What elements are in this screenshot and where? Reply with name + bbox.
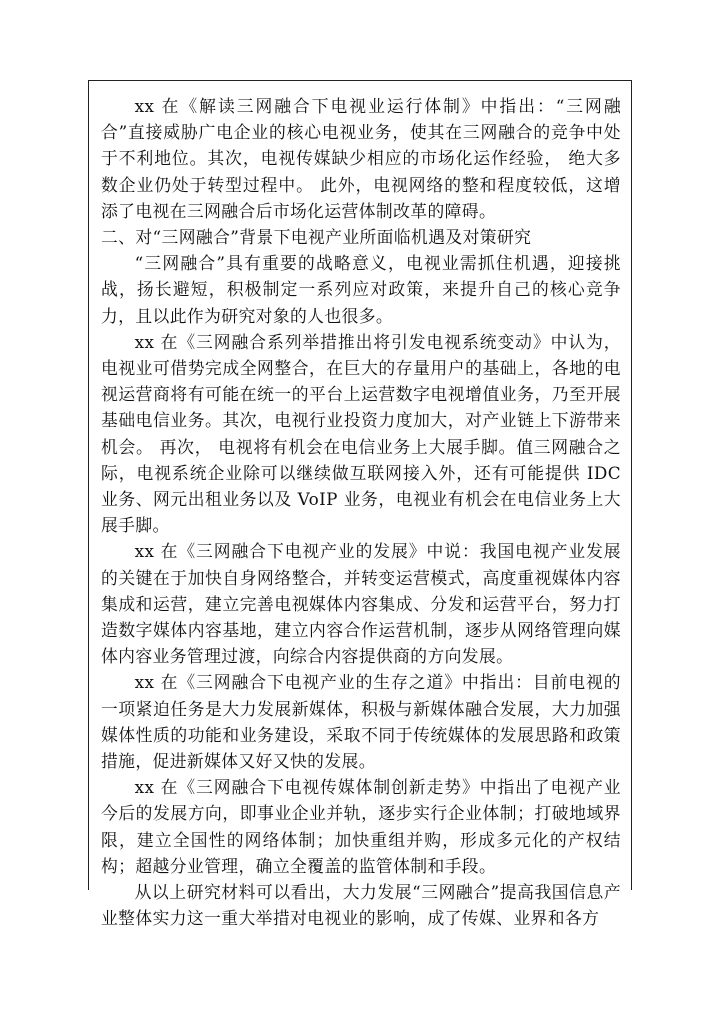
paragraph-3: xx 在《三网融合系列举措推出将引发电视系统变动》中认为，电视业可借势完成全网整合，在巨大的存量用户的基础上，各地的电视运营商将有可能在统一的平台上运营数字电视增值业务，乃至开展基础电信业务。其次，电视行业投资力度加大，对产业链上下游带来机会。 再次， 电视将有机会在电信业务上大展手脚。值三网融合之际，电视系统企业除可以继续做互联网接入外，还有可能提供 IDC 业务、网元出租业务以及 VoIP 业务，电视业有机会在电信业务上大展手脚。 xyxy=(101,331,621,536)
paragraph-5: xx 在《三网融合下电视产业的生存之道》中指出：目前电视的一项紧迫任务是大力发展新媒体，积极与新媒体融合发展，大力加强媒体性质的功能和业务建设，采取不同于传统媒体的发展思路和政策措施，促进新媒体又好又快的发展。 xyxy=(101,672,621,772)
document-body xyxy=(101,93,621,932)
paragraph-1: xx 在《解读三网融合下电视业运行体制》中指出：“三网融合”直接威胁广电企业的核心电视业务，使其在三网融合的竞争中处于不利地位。其次，电视传媒缺少相应的市场化运作经验， 绝大多数企业仍处于转型过程中。 此外，电视网络的整和程度较低，这增添了电视在三网融合后市场化运营体制改革的障碍。 xyxy=(101,96,621,221)
paragraph-4: xx 在《三网融合下电视产业的发展》中说：我国电视产业发展的关键在于加快自身网络整合，并转变运营模式，高度重视媒体内容集成和运营，建立完善电视媒体内容集成、分发和运营平台，努力打造数字媒体内容基地，建立内容合作运营机制，逐步从网络管理向媒体内容业务管理过渡，向综合内容提供商的方向发展。 xyxy=(101,541,621,667)
section-heading: 二、对“三网融合”背景下电视产业所面临机遇及对策研究 xyxy=(101,227,532,248)
paragraph-7: 从以上研究材料可以看出，大力发展“三网融合”提高我国信息产业整体实力这一重大举措对电视业的影响，成了传媒、业界和各方 xyxy=(101,882,621,929)
paragraph-2: “三网融合”具有重要的战略意义，电视业需抓住机遇，迎接挑战，扬长避短，积极制定一系列应对政策，来提升自己的核心竞争力，且以此作为研究对象的人也很多。 xyxy=(101,253,621,326)
paragraph-6: xx 在《三网融合下电视传媒体制创新走势》中指出了电视产业今后的发展方向，即事业企业并轨，逐步实行企业体制；打破地域界限，建立全国性的网络体制；加快重组并购，形成多元化的产权结构；超越分业管理，确立全覆盖的监管体制和手段。 xyxy=(101,777,621,876)
document-frame xyxy=(88,80,632,929)
